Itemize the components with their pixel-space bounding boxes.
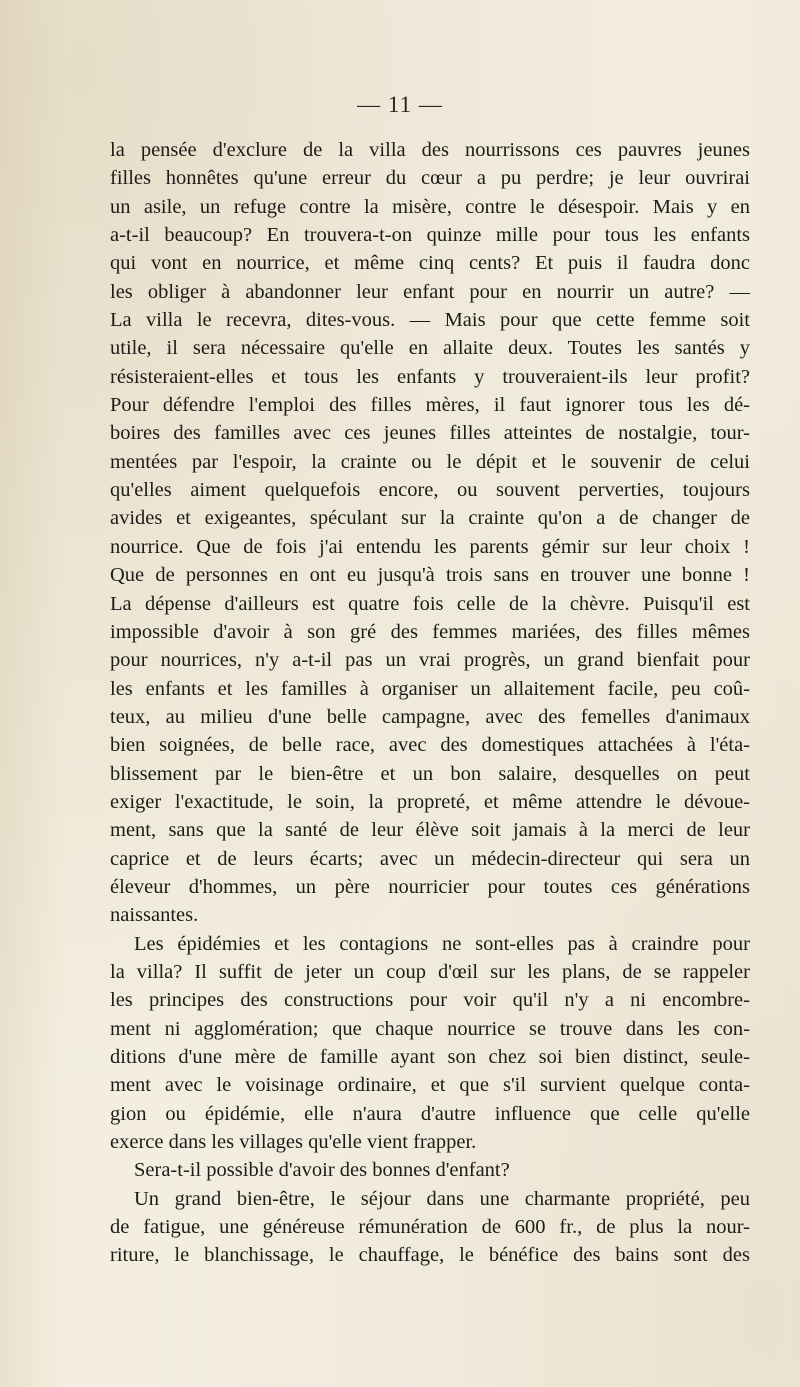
text-line: les obliger à abandonner leur enfant pour en nourrir un autre? — [110, 280, 750, 303]
paragraph [110, 136, 750, 930]
text-line: les enfants et les familles à organiser un allaitement facile, peu coû- [110, 677, 750, 700]
text-line: a-t-il beaucoup? En trouvera-t-on quinze mille pour tous les enfants [110, 224, 750, 247]
text-line: résisteraient-elles et tous les enfants y trouveraient-ils leur profit? [110, 365, 750, 388]
paragraph [110, 1156, 750, 1184]
text-line: riture, le blanchissage, le chauffage, le bénéfice des bains sont des [110, 1244, 750, 1267]
text-line: La dépense d'ailleurs est quatre fois celle de la chèvre. Puisqu'il est [110, 592, 750, 615]
text-line: un asile, un refuge contre la misère, contre le désespoir. Mais y en [110, 195, 750, 218]
text-line: qui vont en nourrice, et même cinq cents? Et puis il faudra donc [110, 252, 750, 275]
text-line: de fatigue, une généreuse rémunération de 600 fr., de plus la nour- [110, 1216, 750, 1239]
text-line: La villa le recevra, dites-vous. — Mais pour que cette femme soit [110, 309, 750, 332]
text-line: Pour défendre l'emploi des filles mères, il faut ignorer tous les dé- [110, 394, 750, 417]
body-text [110, 136, 750, 1270]
text-line: exerce dans les villages qu'elle vient frapper. [110, 1131, 477, 1154]
text-line: ditions d'une mère de famille ayant son chez soi bien distinct, seule- [110, 1046, 750, 1068]
text-line: ment ni agglomération; que chaque nourrice se trouve dans les con- [110, 1017, 750, 1040]
text-line: gion ou épidémie, elle n'aura d'autre influence que celle qu'elle [110, 1102, 750, 1125]
text-line: naissantes. [110, 904, 199, 927]
text-line: boires des familles avec ces jeunes filles atteintes de nostalgie, tour- [110, 422, 750, 445]
text-line: caprice et de leurs écarts; avec un médecin-directeur qui sera un [110, 847, 750, 870]
text-line: bien soignées, de belle race, avec des domestiques attachées à l'éta- [110, 734, 750, 757]
text-line: la villa? Il suffit de jeter un coup d'œil sur les plans, de se rappeler [110, 960, 750, 983]
paragraph [110, 930, 750, 1157]
text-line: ment avec le voisinage ordinaire, et que s'il survient quelque conta- [110, 1074, 750, 1097]
text-line: pour nourrices, n'y a-t-il pas un vrai progrès, un grand bienfait pour [110, 649, 750, 672]
text-line: exiger l'exactitude, le soin, la propreté, et même attendre le dévoue- [110, 790, 750, 813]
text-line: avides et exigeantes, spéculant sur la crainte qu'on a de changer de [110, 507, 750, 530]
text-line: blissement par le bien-être et un bon salaire, desquelles on peut [110, 762, 750, 785]
text-line: Que de personnes en ont eu jusqu'à trois sans en trouver une bonne ! [110, 564, 750, 587]
page-number: — 11 — [357, 92, 443, 117]
text-line: éleveur d'hommes, un père nourricier pour toutes ces générations [110, 875, 750, 898]
text-line: ment, sans que la santé de leur élève soit jamais à la merci de leur [110, 819, 750, 842]
text-line: qu'elles aiment quelquefois encore, ou souvent perverties, toujours [110, 479, 750, 502]
text-line: nourrice. Que de fois j'ai entendu les parents gémir sur leur choix ! [110, 535, 750, 558]
text-line: Sera-t-il possible d'avoir des bonnes d'enfant? [134, 1159, 510, 1182]
text-line: Les épidémies et les contagions ne sont-elles pas à craindre pour [134, 932, 750, 955]
text-line: filles honnêtes qu'une erreur du cœur a pu perdre; je leur ouvrirai [110, 167, 750, 190]
text-line: teux, au milieu d'une belle campagne, avec des femelles d'animaux [110, 705, 750, 728]
paragraph [110, 1185, 750, 1270]
text-line: utile, il sera nécessaire qu'elle en allaite deux. Toutes les santés y [110, 337, 750, 360]
text-line: mentées par l'espoir, la crainte ou le dépit et le souvenir de celui [110, 450, 750, 473]
text-line: impossible d'avoir à son gré des femmes mariées, des filles mêmes [110, 620, 750, 643]
text-line: les principes des constructions pour voir qu'il n'y a ni encombre- [110, 989, 750, 1012]
text-line: Un grand bien-être, le séjour dans une charmante propriété, peu [134, 1187, 750, 1210]
text-line: la pensée d'exclure de la villa des nourrissons ces pauvres jeunes [110, 139, 750, 161]
